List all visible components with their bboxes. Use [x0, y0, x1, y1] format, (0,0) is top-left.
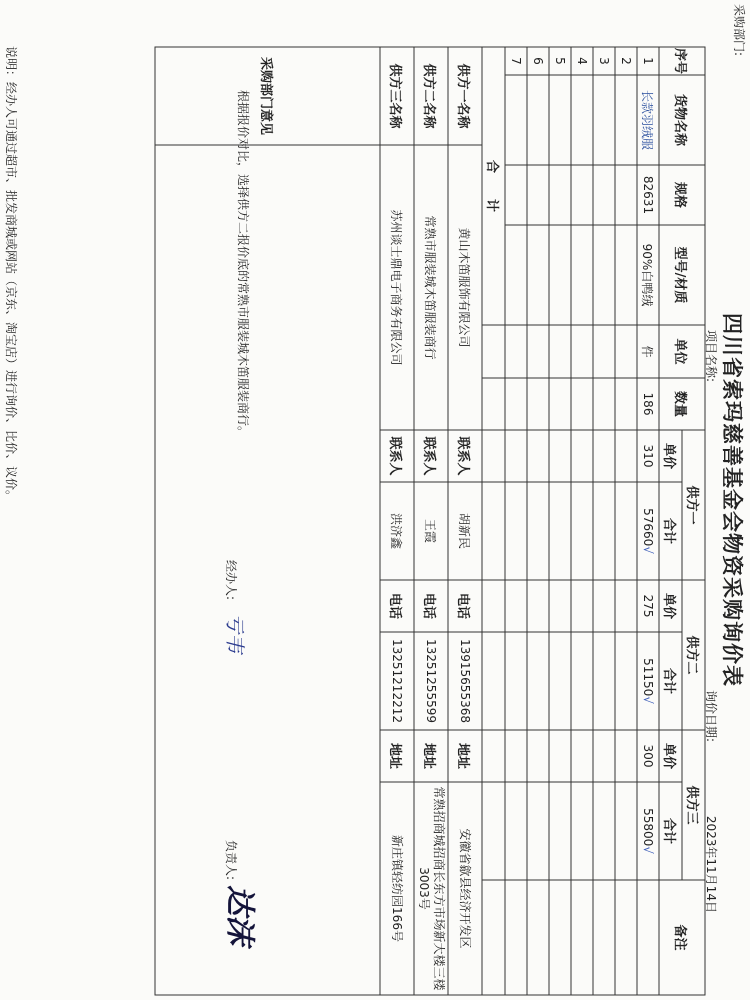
col-header-model: 型号/材质: [672, 246, 688, 304]
supplier3-phone: 13251212212: [390, 639, 404, 723]
supplier3-label: 供方三名称: [387, 63, 403, 129]
col-header-supplier1: 供方一: [684, 485, 699, 525]
supplier1-contact: 胡新民: [457, 512, 472, 549]
check-mark: √: [641, 546, 655, 554]
col-header-supplier3: 供方三: [684, 785, 699, 825]
supplier1-label: 供方一名称: [455, 63, 471, 129]
supplier1-address-label: 地址: [455, 742, 471, 769]
supplier3-phone-label: 电话: [387, 592, 403, 619]
col-header-spec: 规格: [672, 181, 688, 208]
row1-goods: 长款羽绒服: [640, 89, 655, 150]
supplier3-address: 新庄镇轻纺园166号: [390, 835, 405, 942]
supplier3-address-label: 地址: [387, 742, 403, 769]
row1-s3-price: 300: [641, 744, 655, 768]
supplier3-contact-label: 联系人: [387, 436, 403, 476]
form-title: 四川省索玛慈善基金会物资采购询价表: [720, 313, 744, 687]
s1-unit-price-header: 单价: [661, 442, 676, 469]
row1-unit: 件: [640, 345, 655, 358]
row1-s2-total: [637, 632, 659, 730]
supplier1-phone: 13915655368: [458, 639, 472, 723]
supplier2-contact-label: 联系人: [421, 436, 437, 476]
handler-signature: 亏韦: [223, 613, 247, 653]
row1-qty: 186: [641, 392, 655, 416]
supplier2-phone-label: 电话: [421, 592, 437, 619]
supplier1-name: 黄山木笛服饰有限公司: [457, 227, 472, 348]
project-label: 项目名称:: [704, 330, 718, 383]
supplier2-label: 供方二名称: [421, 63, 437, 129]
check-mark: √: [641, 846, 655, 854]
responsible-signature: 达沫: [222, 885, 257, 945]
dept-label: 采购部门:: [732, 4, 746, 57]
supplier2-name: 常熟市服装城木笛服装商行: [423, 215, 438, 360]
supplier2-address-label: 地址: [421, 742, 437, 769]
row1-no: 1: [641, 57, 655, 65]
row1-s2-total-value: 51150: [641, 658, 655, 697]
handler-label: 经办人:: [224, 560, 238, 601]
supplier1-phone-label: 电话: [455, 592, 471, 619]
row1-s1-total: [637, 482, 659, 580]
s1-total-header: 合计: [661, 517, 676, 544]
supplier2-address: 常熟招商城招商长东方市场新大楼三楼3003号: [417, 786, 446, 991]
row7-no: 7: [509, 57, 523, 65]
footer-note: 说明：经办人可通过超市、批发商城或网站（京东、淘宝店）进行询价、比价、议价。: [4, 46, 18, 503]
row1-model: 90%白鸭绒: [640, 243, 655, 307]
supplier3-name: 苏州谈士鼎电子商务有限公司: [389, 209, 404, 366]
s3-total-header: 合计: [661, 817, 676, 844]
opinion-text: 根据报价对比，选择供方二报价底的常熟市服装城木笛服装商行。: [236, 90, 250, 439]
row2-no: 2: [619, 57, 633, 65]
col-header-qty: 数量: [672, 390, 688, 417]
row6-no: 6: [531, 57, 545, 65]
date-label: 询价日期:: [704, 690, 718, 743]
row1-s1-total-value: 57660: [641, 508, 655, 547]
col-header-unit: 单位: [672, 338, 688, 365]
row1-s2-price: 275: [641, 594, 655, 618]
date-value: 2023年11月14日: [704, 815, 718, 913]
supplier2-contact: 王霞: [423, 518, 438, 543]
s3-unit-price-header: 单价: [661, 742, 676, 769]
check-mark: √: [641, 696, 655, 704]
sum-row-label: 合 计: [484, 159, 499, 212]
opinion-label: 采购部门意见: [258, 56, 273, 135]
row3-no: 3: [597, 57, 611, 65]
col-header-supplier2: 供方二: [684, 635, 699, 675]
col-header-goods: 货物名称: [672, 93, 688, 146]
row1-s3-total: [637, 782, 659, 880]
responsible-label: 负责人:: [224, 840, 238, 881]
supplier1-address: 安徽省歙县经济开发区: [458, 828, 473, 949]
row4-no: 4: [575, 57, 589, 65]
col-header-remark: 备注: [672, 924, 688, 951]
supplier3-contact: 洪济鑫: [389, 512, 404, 549]
supplier1-contact-label: 联系人: [455, 436, 471, 476]
row1-spec: 82631: [641, 175, 655, 215]
row1-s3-total-value: 55800: [641, 808, 655, 847]
supplier2-phone: 13251255599: [424, 639, 438, 723]
s2-total-header: 合计: [661, 667, 676, 694]
row1-s1-price: 310: [641, 444, 655, 468]
s2-unit-price-header: 单价: [661, 592, 676, 619]
col-header-index: 序号: [672, 47, 688, 74]
row5-no: 5: [553, 57, 567, 65]
